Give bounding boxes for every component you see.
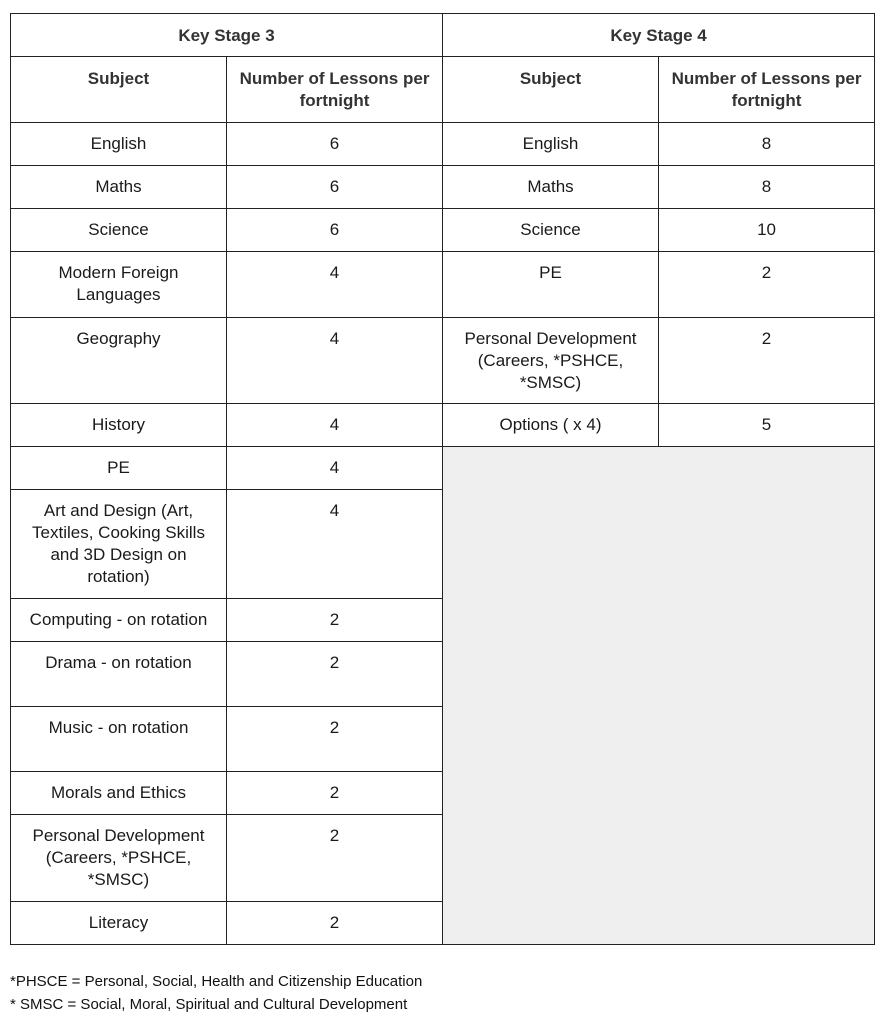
ks3-subject-cell: Modern Foreign Languages: [11, 252, 227, 318]
ks3-lessons-cell: 2: [227, 815, 443, 902]
table-row: [11, 404, 875, 447]
ks3-subject-cell: Morals and Ethics: [11, 772, 227, 815]
ks4-subject-cell: Science: [443, 209, 659, 252]
table-row: [11, 166, 875, 209]
ks4-lessons-cell: 2: [659, 252, 875, 318]
ks3-lessons-cell: 4: [227, 318, 443, 404]
ks4-lessons-cell: 5: [659, 404, 875, 447]
ks4-empty-area: [443, 447, 875, 945]
ks3-lessons-header: Number of Lessons per fortnight: [227, 57, 443, 123]
ks3-subject-cell: Maths: [11, 166, 227, 209]
ks3-subject-header: Subject: [11, 57, 227, 123]
ks4-lessons-header: Number of Lessons per fortnight: [659, 57, 875, 123]
ks3-lessons-cell: 6: [227, 209, 443, 252]
ks3-subject-cell: Literacy: [11, 902, 227, 945]
ks4-subject-cell: Maths: [443, 166, 659, 209]
ks3-lessons-cell: 4: [227, 404, 443, 447]
ks3-subject-cell: Art and Design (Art, Textiles, Cooking Skills and 3D Design on rotation): [11, 490, 227, 599]
ks3-subject-cell: Computing - on rotation: [11, 599, 227, 642]
ks3-lessons-cell: 2: [227, 772, 443, 815]
ks4-lessons-cell: 8: [659, 123, 875, 166]
ks3-heading: Key Stage 3: [11, 14, 443, 57]
lessons-table: [10, 13, 875, 945]
ks4-heading: Key Stage 4: [443, 14, 875, 57]
ks3-lessons-cell: 6: [227, 166, 443, 209]
ks4-subject-cell: PE: [443, 252, 659, 318]
ks3-lessons-cell: 4: [227, 490, 443, 599]
ks3-subject-cell: Drama - on rotation: [11, 642, 227, 707]
ks4-subject-cell: Options ( x 4): [443, 404, 659, 447]
table-row: [11, 318, 875, 404]
ks3-subject-cell: History: [11, 404, 227, 447]
ks4-subject-header: Subject: [443, 57, 659, 123]
ks3-lessons-cell: 2: [227, 642, 443, 707]
ks3-subject-cell: Geography: [11, 318, 227, 404]
ks3-lessons-cell: 2: [227, 599, 443, 642]
ks3-lessons-cell: 4: [227, 447, 443, 490]
footnote-phsce: *PHSCE = Personal, Social, Health and Citizenship Education: [10, 973, 423, 990]
footnotes: [10, 970, 422, 1016]
ks3-subject-cell: Music - on rotation: [11, 707, 227, 772]
table-row: [11, 209, 875, 252]
ks3-lessons-cell: 4: [227, 252, 443, 318]
stage-header-row: [11, 14, 875, 57]
table-row: [11, 123, 875, 166]
ks4-subject-cell: Personal Development (Careers, *PSHCE, *SMSC): [443, 318, 659, 404]
ks4-lessons-cell: 10: [659, 209, 875, 252]
footnote-smsc: * SMSC = Social, Moral, Spiritual and Cultural Development: [10, 996, 408, 1013]
ks3-lessons-cell: 2: [227, 902, 443, 945]
ks4-lessons-cell: 2: [659, 318, 875, 404]
ks3-lessons-cell: 2: [227, 707, 443, 772]
ks3-subject-cell: Personal Development (Careers, *PSHCE, *SMSC): [11, 815, 227, 902]
ks4-lessons-cell: 8: [659, 166, 875, 209]
ks4-subject-cell: English: [443, 123, 659, 166]
table-row: [11, 252, 875, 318]
ks3-subject-cell: PE: [11, 447, 227, 490]
column-header-row: [11, 57, 875, 123]
table-row: [11, 447, 875, 490]
ks3-subject-cell: Science: [11, 209, 227, 252]
ks3-subject-cell: English: [11, 123, 227, 166]
ks3-lessons-cell: 6: [227, 123, 443, 166]
